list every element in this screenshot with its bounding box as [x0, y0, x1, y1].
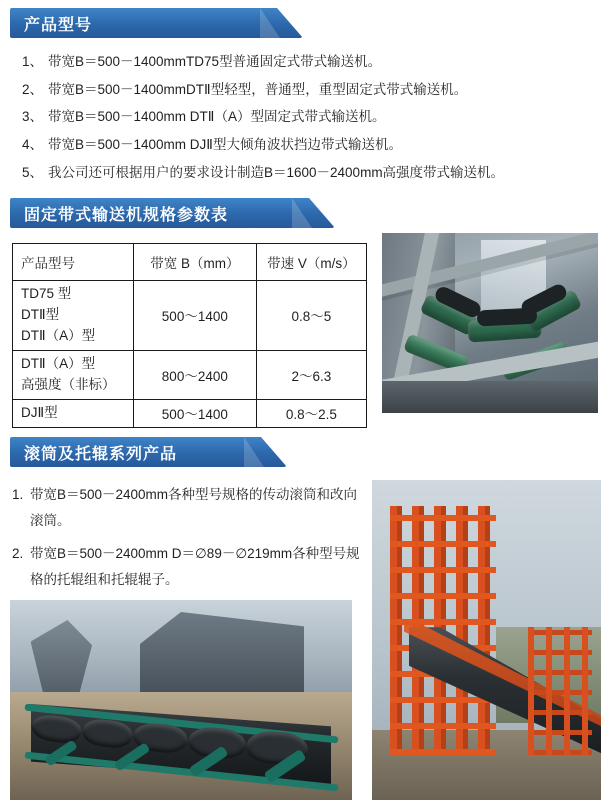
section-title-text: 滚筒及托辊系列产品	[24, 445, 178, 463]
product-model-list	[22, 48, 597, 186]
list-item-text: 我公司还可根据用户的要求设计制造B＝1600－2400mm高强度带式输送机。	[48, 164, 505, 180]
photo-content	[10, 600, 352, 800]
photo-floor	[382, 381, 598, 413]
section-heading-roller-series	[10, 437, 286, 467]
table-cell-model	[13, 281, 134, 351]
heading-tail-icon	[277, 8, 303, 38]
table-header-cell: 产品型号	[13, 244, 134, 281]
section-title-text: 产品型号	[24, 16, 93, 34]
conveyor-idler-closeup-photo	[382, 233, 598, 413]
list-item-text: 带宽B＝500－1400mm DJⅡ型大倾角波状挡边带式输送机。	[48, 137, 402, 153]
table-cell-width: 800～2400	[133, 350, 256, 399]
list-item	[22, 103, 597, 131]
list-item	[22, 76, 597, 104]
table-row	[13, 399, 367, 427]
list-item	[12, 541, 362, 592]
orange-steel-conveyor-photo	[372, 480, 601, 800]
list-item-number: 5、	[22, 164, 44, 180]
table-cell-width: 500～1400	[133, 281, 256, 351]
table-cell-speed: 0.8～5	[256, 281, 366, 351]
model-line: DTⅡ（A）型	[21, 327, 96, 343]
list-item-number: 4、	[22, 137, 44, 153]
list-item	[12, 482, 362, 533]
section-title-text: 固定带式输送机规格参数表	[24, 206, 229, 224]
table-cell-model	[13, 399, 134, 427]
model-line: DJⅡ型	[21, 404, 58, 420]
list-item	[22, 48, 597, 76]
table-cell-width: 500～1400	[133, 399, 256, 427]
list-item-number: 3、	[22, 109, 44, 125]
table-row	[13, 350, 367, 399]
list-item-text: 带宽B＝500－1400mm DTⅡ（A）型固定式带式输送机。	[48, 109, 386, 125]
list-item	[22, 159, 597, 187]
roller-series-list	[12, 482, 362, 593]
model-line: TD75 型	[21, 286, 72, 301]
idler-set-line-photo	[10, 600, 352, 800]
model-line: DTⅡ（A）型	[21, 355, 96, 371]
table-cell-model	[13, 350, 134, 399]
heading-tail-icon	[309, 198, 335, 228]
table-cell-speed: 2～6.3	[256, 350, 366, 399]
spec-table-wrapper	[12, 243, 367, 428]
table-row	[13, 281, 367, 351]
table-cell-speed: 0.8～2.5	[256, 399, 366, 427]
list-item-number: 1.	[12, 487, 24, 502]
heading-tail-icon	[261, 437, 287, 467]
list-item-text: 带宽B＝500－2400mm D＝∅89－∅219mm各种型号规格的托辊组和托辊辊子。	[30, 546, 360, 587]
list-item	[22, 131, 597, 159]
list-item-text: 带宽B＝500－2400mm各种型号规格的传动滚筒和改向滚筒。	[30, 487, 358, 528]
model-line: DTⅡ型	[21, 306, 60, 322]
list-item-number: 2、	[22, 81, 44, 97]
model-line: 高强度（非标）	[21, 376, 116, 392]
photo-content	[382, 233, 598, 413]
photo-content	[372, 480, 601, 800]
photo-orange-structure-right	[528, 627, 592, 755]
spec-table	[12, 243, 367, 428]
list-item-number: 2.	[12, 546, 24, 562]
table-header-cell: 带宽 B（mm）	[133, 244, 256, 281]
list-item-text: 带宽B＝500－1400mmDTⅡ型轻型，普通型，重型固定式带式输送机。	[48, 81, 468, 97]
table-header-row	[13, 244, 367, 281]
table-header-cell: 带速 V（m/s）	[256, 244, 366, 281]
list-item-number: 1、	[22, 54, 44, 69]
section-heading-product-models	[10, 8, 302, 38]
list-item-text: 带宽B＝500－1400mmTD75型普通固定式带式输送机。	[48, 54, 382, 69]
section-heading-spec-table	[10, 198, 334, 228]
